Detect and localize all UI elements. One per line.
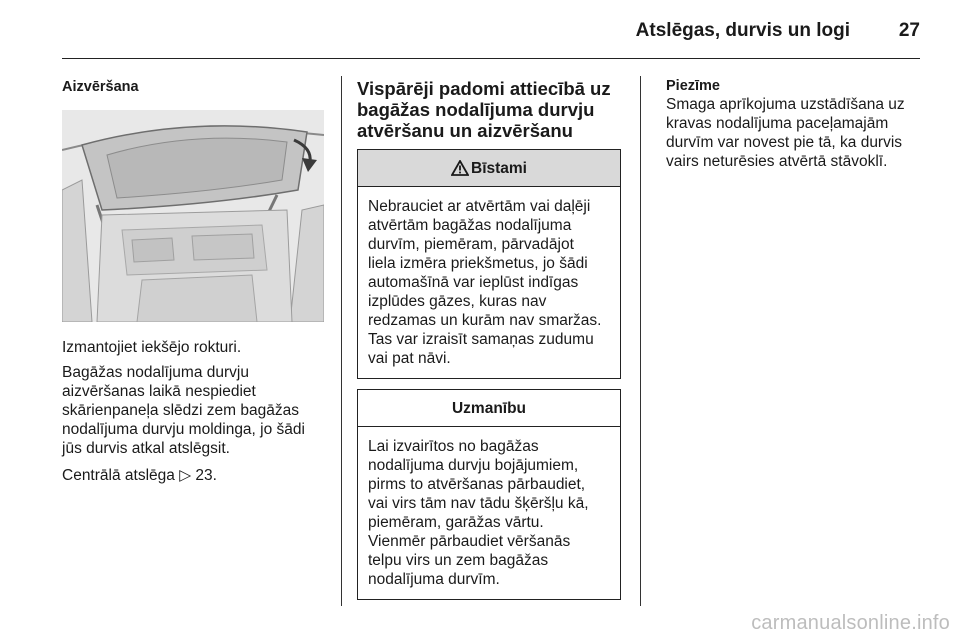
instruction-touchpad-warning: Bagāžas nodalījuma durvju aizvēršanas laikā nespiediet skārienpaneļa slēdzi zem bagāžas nodalījuma durvju moldinga, jo šādi jūs durvis atkal atslēgsit. [62, 364, 305, 457]
header-rule [62, 58, 920, 59]
car-tailgate-closing-illustration [62, 110, 324, 322]
instruction-use-inner-handle: Izmantojiet iekšējo rokturi. [62, 339, 242, 356]
caution-box-header [358, 390, 620, 427]
left-column [62, 78, 324, 485]
page-number: 27 [898, 20, 920, 41]
page-header-title: Atslēgas, durvis un logi [635, 20, 850, 41]
note-title: Piezīme [666, 78, 720, 94]
caution-box [357, 389, 621, 600]
column-divider-left [341, 76, 342, 606]
tailgate-illustration-svg [62, 110, 324, 322]
danger-box-body: Nebrauciet ar atvērtām vai daļēji atvērtām bagāžas nodalījuma durvīm, piemēram, pārvadājot liela izmēra priekšmetus, jo šādi automašīnā var ieplūst indīgas izplūdes gāzes, kuras nav redzamas un kurām nav smaržas. Tas var izraisīt samaņas zudumu vai pat nāvi. [368, 198, 602, 367]
page-reference-arrow-icon: ▷ [179, 467, 192, 484]
section-heading-closing: Aizvēršana [62, 79, 139, 95]
danger-box-title: Bīstami [471, 159, 527, 177]
caution-box-body: Lai izvairītos no bagāžas nodalījuma durvju bojājumiem, pirms to atvēršanas pārbaudiet, vai virs tām nav tādu šķēršļu kā, piemēram, garāžas vārtu. Vienmēr pārbaudiet vēršanās telpu virs un zem bagāžas nodalījuma durvīm. [368, 438, 589, 588]
watermark: carmanualsonline.info [751, 612, 950, 634]
right-column [666, 78, 928, 171]
caution-box-title: Uzmanību [451, 399, 527, 417]
middle-column [357, 78, 621, 600]
warning-triangle-icon [451, 160, 469, 176]
danger-box-header [358, 150, 620, 187]
note-body: Smaga aprīkojuma uzstādīšana uz kravas nodalījuma paceļamajām durvīm var novest pie tā, ka durvis vairs neturēsies atvērtā stāvoklī. [666, 96, 905, 170]
column-divider-right [640, 76, 641, 606]
central-lock-reference: Centrālā atslēga ▷ 23. [62, 467, 217, 484]
danger-box [357, 149, 621, 379]
article-heading-general-tips: Vispārēji padomi attiecībā uz bagāžas nodalījuma durvju atvēršanu un aizvēršanu [357, 78, 611, 141]
